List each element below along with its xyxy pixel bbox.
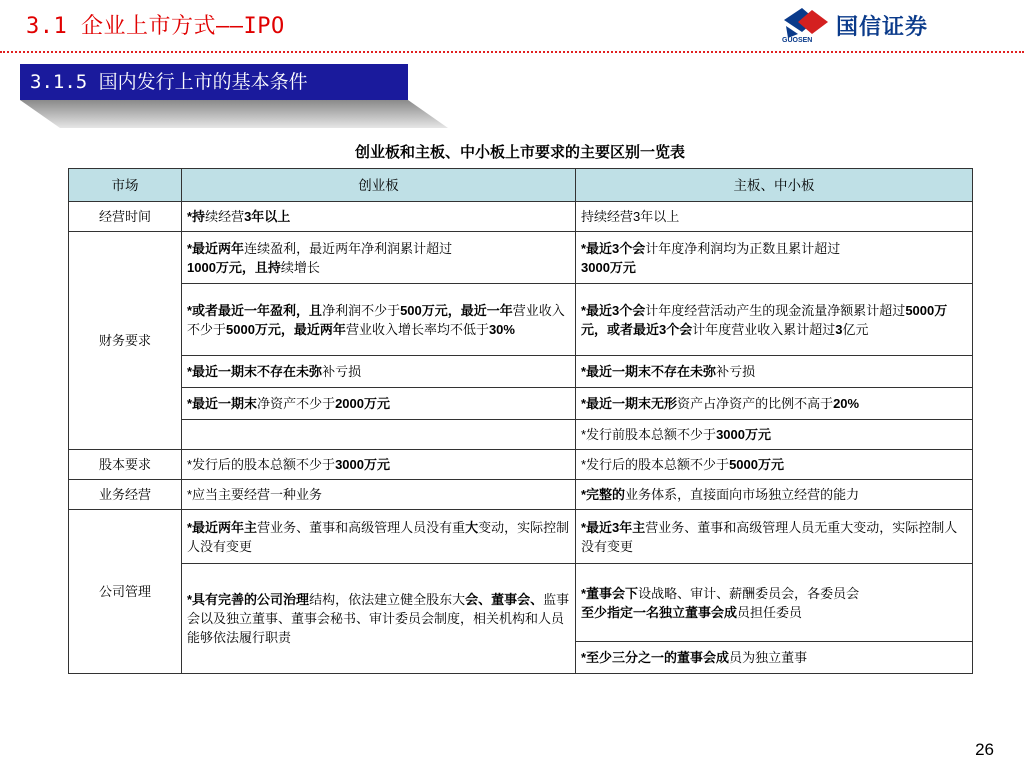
- table-row: [69, 480, 973, 510]
- gem-cell: *最近两年连续盈利，最近两年净利润累计超过 1000万元，且持续增长: [182, 232, 576, 284]
- main-cell: *最近一期末无形资产占净资产的比例不高于20%: [576, 388, 973, 420]
- main-cell: *董事会下设战略、审计、薪酬委员会，各委员会 至少指定一名独立董事会成员担任委员: [576, 564, 973, 642]
- main-cell: *完整的业务体系，直接面向市场独立经营的能力: [576, 480, 973, 510]
- main-cell: *发行前股本总额不少于3000万元: [576, 420, 973, 450]
- table-row: [69, 356, 973, 388]
- comparison-table: [68, 168, 973, 674]
- gem-cell: *应当主要经营一种业务: [182, 480, 576, 510]
- section-heading: 3.1.5 国内发行上市的基本条件: [20, 64, 408, 100]
- table-title: 创业板和主板、中小板上市要求的主要区别一览表: [354, 143, 685, 161]
- logo-subtext: GUOSEN: [782, 37, 813, 44]
- gem-cell: *最近一期末不存在未弥补亏损: [182, 356, 576, 388]
- gem-cell: *或者最近一年盈利，且净利润不少于500万元，最近一年营业收入不少于5000万元，最近两年营业收入增长率均不低于30%: [182, 284, 576, 356]
- table-row: [69, 202, 973, 232]
- main-cell: 持续经营3年以上: [576, 202, 973, 232]
- section-shadow: [20, 100, 448, 128]
- gem-cell: *最近两年主营业务、董事和高级管理人员没有重大变动，实际控制人没有变更: [182, 510, 576, 564]
- gem-cell: *持续经营3年以上: [182, 202, 576, 232]
- header-main-board: 主板、中小板: [576, 169, 973, 202]
- table-row: [69, 450, 973, 480]
- table-row: [69, 284, 973, 356]
- table-row: [69, 232, 973, 284]
- table-row: [69, 564, 973, 642]
- main-cell: *最近3个会计年度经营活动产生的现金流量净额累计超过5000万元，或者最近3个会计年度营业收入累计超过3亿元: [576, 284, 973, 356]
- category-cell: 财务要求: [69, 232, 182, 450]
- category-cell: 公司管理: [69, 510, 182, 674]
- page-number: 26: [975, 740, 994, 759]
- category-cell: 股本要求: [69, 450, 182, 480]
- main-cell: *至少三分之一的董事会成员为独立董事: [576, 642, 973, 674]
- table-row: [69, 420, 973, 450]
- main-cell: *最近3个会计年度净利润均为正数且累计超过 3000万元: [576, 232, 973, 284]
- table-header-row: [69, 169, 973, 202]
- header-gem: 创业板: [182, 169, 576, 202]
- gem-cell: *具有完善的公司治理结构，依法建立健全股东大会、董事会、监事会以及独立董事、董事会秘书、审计委员会制度，相关机构和人员能够依法履行职责: [182, 564, 576, 674]
- category-cell: 经营时间: [69, 202, 182, 232]
- logo-name: 国信证券: [836, 14, 929, 40]
- table-row: [69, 510, 973, 564]
- gem-cell: *发行后的股本总额不少于3000万元: [182, 450, 576, 480]
- main-cell: *最近3年主营业务、董事和高级管理人员无重大变动，实际控制人没有变更: [576, 510, 973, 564]
- main-cell: *最近一期末不存在未弥补亏损: [576, 356, 973, 388]
- header-market: 市场: [69, 169, 182, 202]
- slide-title: 3.1 企业上市方式——IPO: [26, 14, 285, 39]
- gem-cell: *最近一期末净资产不少于2000万元: [182, 388, 576, 420]
- main-cell: *发行后的股本总额不少于5000万元: [576, 450, 973, 480]
- table-row: [69, 388, 973, 420]
- gem-cell-empty: [182, 420, 576, 450]
- category-cell: 业务经营: [69, 480, 182, 510]
- header-divider: [0, 51, 1024, 53]
